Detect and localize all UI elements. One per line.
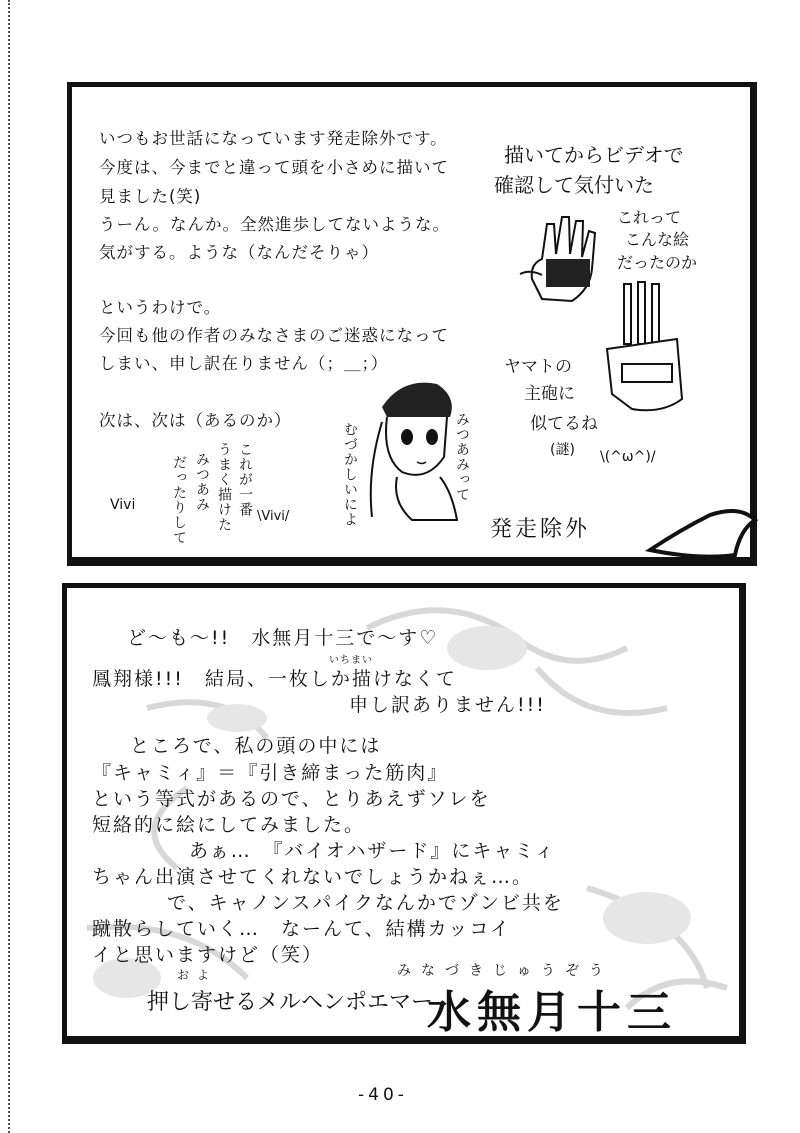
note-yamato-4: (謎)	[550, 442, 575, 458]
vertical-note-1: みつあみって	[454, 412, 470, 502]
vertical-note-2: むづかしいによ	[342, 422, 358, 527]
top-text-line: 気がする。ような（なんだそりゃ）	[99, 243, 379, 262]
character-sketch-icon	[362, 372, 462, 522]
top-text-line: しまい、申し訳在りません（；＿；）	[99, 354, 389, 373]
top-text-line: 次は、次は（あるのか）	[99, 411, 292, 430]
note-yamato-2: 主砲に	[524, 384, 575, 404]
note-glove-3: だったのか	[617, 253, 698, 272]
bottom-comment-box	[62, 583, 746, 1044]
top-text-line: というわけで。	[99, 298, 222, 317]
note-yamato-3: 似てるね	[530, 414, 598, 434]
furigana: およ	[177, 968, 218, 982]
turret-sketch-icon	[602, 279, 692, 419]
bottom-text-line: という等式があるので、とりあえずソレを	[92, 788, 491, 810]
note-video-1: 描いてからビデオで	[504, 143, 684, 167]
bottom-text-line: あぁ… 『バイオハザード』にキャミィ	[189, 840, 556, 862]
page-number: -40-	[358, 1085, 408, 1105]
signature: 発走除外	[490, 517, 591, 542]
vertical-note-4: うまく描けた	[216, 442, 232, 532]
top-text-line: いつもお世話になっています発走除外です。	[99, 129, 448, 148]
bottom-text-line: 鳳翔様!!! 結局、一枚しか描けなくて	[92, 668, 457, 690]
note-video-2: 確認して気付いた	[494, 173, 654, 197]
bottom-text-line: 蹴散らしていく… なーんて、結構カッコイ	[92, 918, 511, 940]
note-yamato-1: ヤマトの	[504, 357, 572, 377]
top-text-line: 今回も他の作者のみなさまのご迷惑になって	[99, 326, 449, 345]
furigana: みなづきじゅうぞう	[397, 963, 613, 979]
binding-edge	[0, 0, 10, 1133]
bottom-text-line: ところで、私の頭の中には	[130, 735, 382, 757]
vivi-doodle-2: \Vivi/	[257, 509, 290, 524]
bottom-text-line: 『キャミィ』＝『引き締まった筋肉』	[92, 762, 449, 784]
vertical-note-6: だったりして	[171, 455, 187, 545]
top-comment-box	[67, 82, 757, 566]
bottom-text-line: ちゃん出演させてくれないでしょうかねぇ…。	[92, 866, 534, 888]
vivi-doodle-1: Vivi	[110, 497, 136, 513]
bottom-text-line: ど～も～!! 水無月十三で～す♡	[127, 627, 439, 649]
bottom-text-line: 短絡的に絵にしてみました。	[92, 814, 366, 836]
vertical-note-3: これが一番	[237, 442, 253, 517]
bottom-text-line: イと思いますけど（笑）	[92, 944, 324, 966]
author-name: 水無月十三	[427, 987, 677, 1038]
furigana: いちまい	[329, 655, 373, 666]
top-text-line: 見ました(笑)	[99, 187, 202, 206]
top-text-line: 今度は、今までと違って頭を小さめに描いて	[99, 158, 449, 177]
bottom-text-line: 申し訳ありません!!!	[349, 694, 546, 716]
note-glove-2: こんな絵	[625, 230, 690, 249]
note-glove-1: これって	[617, 208, 682, 227]
author-tagline: 押し寄せるメルヘンポエマー	[147, 990, 434, 1015]
top-text-line: うーん。なんか。全然進歩してないような。	[99, 215, 450, 234]
page-curl-decoration	[640, 500, 760, 570]
vertical-note-5: みつあみ	[194, 452, 210, 512]
small-face-doodle: \(^ω^)/	[600, 449, 656, 465]
bottom-text-line: で、キャノンスパイクなんかでゾンビ共を	[167, 892, 564, 914]
